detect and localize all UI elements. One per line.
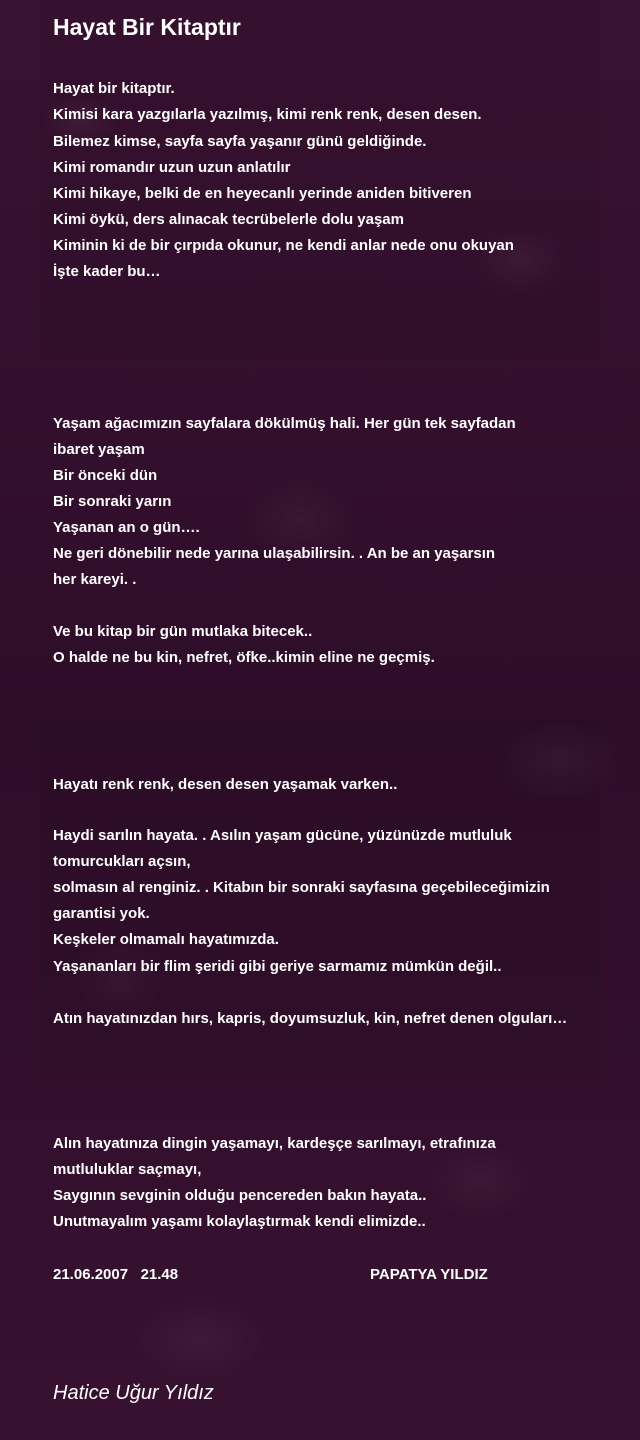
poem-line: Kimi romandır uzun uzun anlatılır	[53, 159, 291, 176]
poem-line: Bilemez kimse, sayfa sayfa yaşanır günü geldiğinde.	[53, 133, 427, 150]
poem-line: ibaret yaşam	[53, 441, 145, 458]
poem-line: Kimi öykü, ders alınacak tecrübelerle dolu yaşam	[53, 211, 404, 228]
poem-line: garantisi yok.	[53, 905, 150, 922]
poem-line: Kimi hikaye, belki de en heyecanlı yerinde aniden bitiveren	[53, 185, 472, 202]
poem-date: 21.06.2007 21.48	[53, 1266, 179, 1283]
poem-line: mutluluklar saçmayı,	[53, 1161, 202, 1178]
poem-author: PAPATYA YILDIZ	[370, 1266, 488, 1283]
poem-line: Yaşananları bir flim şeridi gibi geriye sarmamız mümkün değil..	[53, 958, 502, 975]
poem-line: Atın hayatınızdan hırs, kapris, doyumsuzluk, kin, nefret denen olguları…	[53, 1010, 568, 1027]
poem-line: İşte kader bu…	[53, 263, 161, 280]
poem-line: Bir önceki dün	[53, 467, 158, 484]
signature: Hatice Uğur Yıldız	[53, 1382, 214, 1404]
poem-line: Kiminin ki de bir çırpıda okunur, ne kendi anlar nede onu okuyan	[53, 237, 514, 254]
poem-title: Hayat Bir Kitaptır	[53, 14, 241, 40]
poem-line: her kareyi. .	[53, 571, 137, 588]
poem-line: Unutmayalım yaşamı kolaylaştırmak kendi elimizde..	[53, 1213, 426, 1230]
poem-line: Ve bu kitap bir gün mutlaka bitecek..	[53, 623, 313, 640]
poem-line: tomurcukları açsın,	[53, 853, 191, 870]
poem-line: Alın hayatınıza dingin yaşamayı, kardeşçe sarılmayı, etrafınıza	[53, 1135, 496, 1152]
poem-line: Saygının sevginin olduğu pencereden bakın hayata..	[53, 1187, 427, 1204]
poem-line: Ne geri dönebilir nede yarına ulaşabilirsin. . An be an yaşarsın	[53, 545, 496, 562]
poem-line: Bir sonraki yarın	[53, 493, 172, 510]
poem-line: Hayatı renk renk, desen desen yaşamak varken..	[53, 776, 398, 793]
background-pattern-band	[40, 0, 600, 360]
poem-line: Hayat bir kitaptır.	[53, 80, 175, 97]
poem-line: solmasın al renginiz. . Kitabın bir sonraki sayfasına geçebileceğimizin	[53, 879, 550, 896]
poem-line: O halde ne bu kin, nefret, öfke..kimin eline ne geçmiş.	[53, 649, 435, 666]
poem-line: Haydi sarılın hayata. . Asılın yaşam gücüne, yüzünüzde mutluluk	[53, 827, 512, 844]
poem-line: Yaşam ağacımızın sayfalara dökülmüş hali. Her gün tek sayfadan	[53, 415, 516, 432]
poem-line: Kimisi kara yazgılarla yazılmış, kimi renk renk, desen desen.	[53, 106, 482, 123]
poem-line: Keşkeler olmamalı hayatımızda.	[53, 931, 279, 948]
poem-line: Yaşanan an o gün….	[53, 519, 200, 536]
